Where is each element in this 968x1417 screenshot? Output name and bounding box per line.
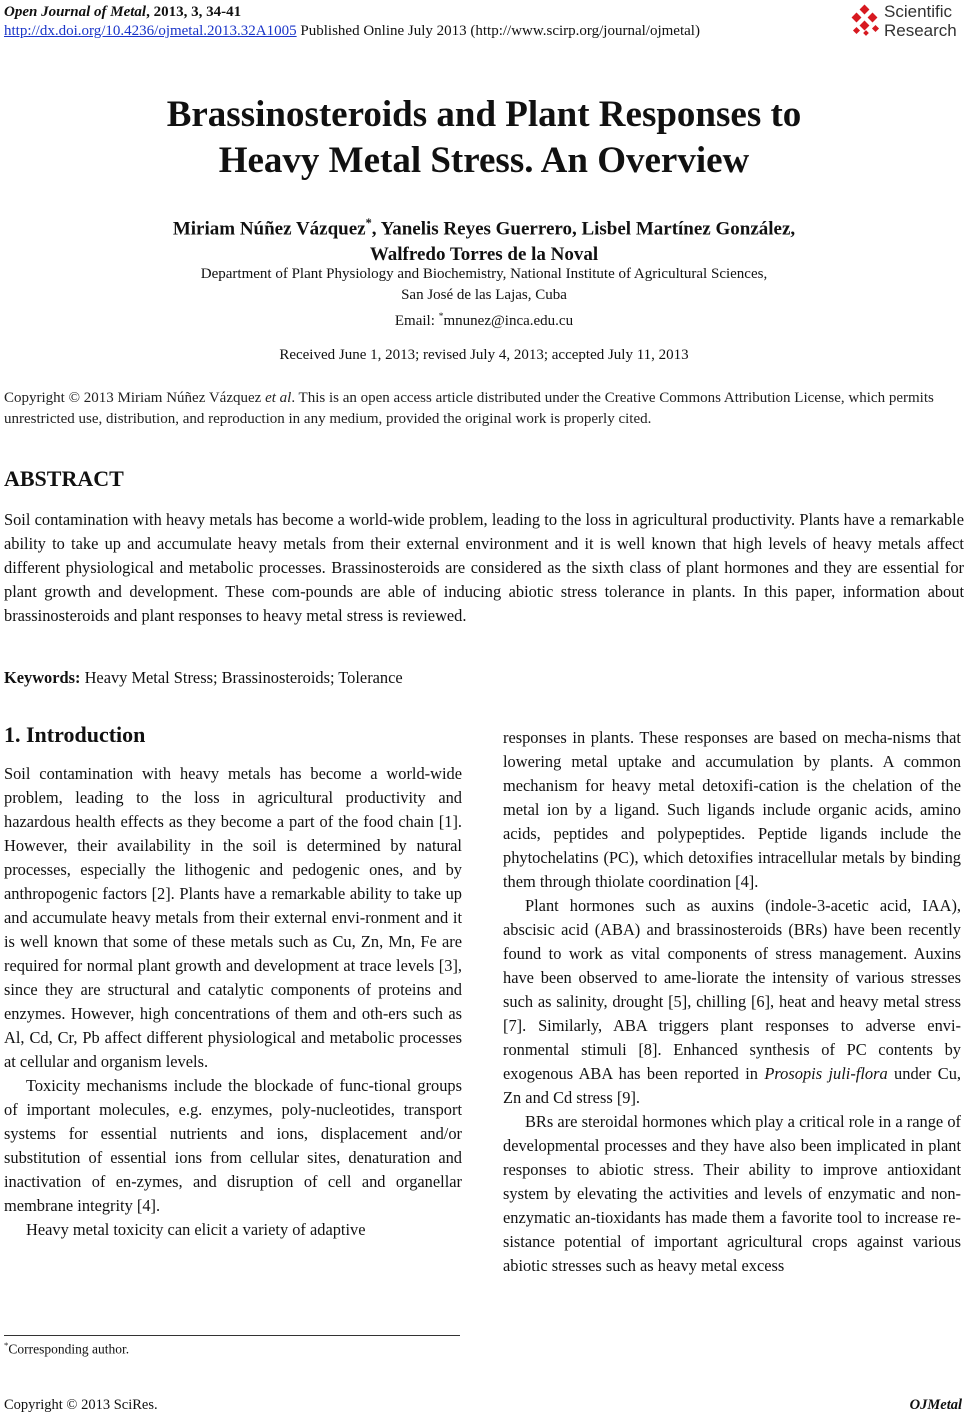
journal-name: Open Journal of Metal <box>4 4 147 20</box>
keywords-label: Keywords: <box>4 668 81 687</box>
volume-info: , 2013, 3, 34-41 <box>146 4 242 20</box>
running-header <box>4 3 700 41</box>
paragraph: responses in plants. These responses are based on mecha-nisms that lowering metal uptake and accumulation by plants. A common mechanism for heavy metal detoxifi-cation is the chelation of the metal ion by a ligand. Such ligands include organic acids, amino acids, peptides and polypeptides. Peptide ligands include the phytochelatins (PC), which detoxifies intracellular metals by binding them through thiolate coordination [4]. <box>503 728 961 891</box>
footnote <box>4 1340 129 1358</box>
footnote-marker: * <box>4 1340 9 1350</box>
keywords-list: Heavy Metal Stress; Brassinosteroids; Tolerance <box>80 668 403 687</box>
paragraph: Toxicity mechanisms include the blockade of func-tional groups of important molecules, e.g. enzymes, poly-nucleotides, transport systems for essential nutrients and ions, displacement and/or substitution of essential ions from cellular sites, denaturation and inactivation of en-zymes, and disruption of cell and organellar membrane integrity [4]. <box>4 1076 462 1215</box>
author-list <box>0 210 968 268</box>
affiliation <box>0 264 968 332</box>
authors-rest: , Yanelis Reyes Guerrero, Lisbel Martínez González, <box>371 218 796 240</box>
right-column <box>503 726 961 1278</box>
title-line-2: Heavy Metal Stress. An Overview <box>218 140 750 181</box>
paper-title <box>0 92 968 184</box>
scientific-research-logo-icon <box>848 4 882 38</box>
footnote-divider <box>4 1335 460 1336</box>
corresponding-marker: * <box>365 216 372 230</box>
publication-info: Published Online July 2013 (http://www.scirp.org/journal/ojmetal) <box>296 23 700 39</box>
journal-citation <box>4 3 700 22</box>
authors-line-2: Walfredo Torres de la Noval <box>369 244 599 266</box>
email-line <box>0 306 968 332</box>
publisher-logo <box>848 2 966 42</box>
abstract-heading: ABSTRACT <box>4 466 124 491</box>
email-marker: * <box>438 311 444 322</box>
email-address[interactable]: mnunez@inca.edu.cu <box>443 313 574 329</box>
paragraph-part: under Cu, Zn and Cd stress [9]. <box>503 1064 961 1107</box>
license-part-2: . This is an open access article distributed under the Creative Commons Attribution License, which permits unrestricted use, distribution, and reproduction in any medium, provided the original work is properly cited. <box>4 390 934 427</box>
logo-text-research: Research <box>884 21 957 40</box>
license-part-1: Copyright © 2013 Miriam Núñez Vázquez <box>4 390 266 406</box>
license-statement <box>4 388 964 430</box>
affiliation-line-1: Department of Plant Physiology and Biochemistry, National Institute of Agricultural Sciences, <box>200 266 768 282</box>
keywords-line <box>4 668 403 688</box>
footnote-text: Corresponding author. <box>8 1341 130 1357</box>
email-label: Email: <box>394 313 439 329</box>
abstract-text: Soil contamination with heavy metals has become a world-wide problem, leading to the loss in agricultural productivity. Plants have a remarkable ability to take up and accumulate heavy metals from their external environment and it is well known that high levels of heavy metals affect different physiological and metabolic processes. Brassinosteroids are considered as the sixth class of plant hormones and they are essential for plant growth and development. These com-pounds are able of inducing abiotic stress tolerance in plants. In this paper, information about brassinosteroids and plant responses to heavy metal stress is reviewed. <box>4 510 964 625</box>
species-name: Prosopis juli-flora <box>764 1064 888 1083</box>
footer-journal-abbrev: OJMetal <box>909 1397 962 1413</box>
license-etal: et al <box>265 390 292 406</box>
author-corresponding: Miriam Núñez Vázquez <box>172 218 366 240</box>
logo-text-scientific: Scientific <box>884 2 953 21</box>
affiliation-line-2: San José de las Lajas, Cuba <box>401 287 567 303</box>
left-column <box>4 762 462 1242</box>
footer-copyright: Copyright © 2013 SciRes. <box>4 1397 158 1413</box>
paragraph <box>503 894 961 1110</box>
paragraph: BRs are steroidal hormones which play a critical role in a range of developmental processes and they have also been implicated in plant responses to abiotic stress. Their ability to improve antioxidant system by elevating the activities and levels of enzymatic and non-enzymatic an-tioxidants has made them a favorite tool to increase re-sistance potential of important agricultural crops against various abiotic stresses such as heavy metal excess <box>503 1112 961 1275</box>
received-dates: Received June 1, 2013; revised July 4, 2013; accepted July 11, 2013 <box>279 347 689 363</box>
doi-link[interactable]: http://dx.doi.org/10.4236/ojmetal.2013.32A1005 <box>4 23 297 39</box>
section-heading-introduction: 1. Introduction <box>4 722 146 747</box>
title-line-1: Brassinosteroids and Plant Responses to <box>166 94 802 135</box>
paragraph: Soil contamination with heavy metals has become a world-wide problem, leading to the loss in agricultural productivity and hazardous health effects as they become a part of the food chain [1]. However, their availability in the soil is determined by natural processes, especially the lithogenic and pedogenic ones, and by anthropogenic factors [2]. Plants have a remarkable ability to take up and accumulate heavy metals from their external envi-ronment and it is well known that some of these metals such as Cu, Zn, Mn, Fe are required for normal plant growth and development at trace levels [3], since they are structural and catalytic components of proteins and enzymes. However, high concentrations of them and oth-ers such as Al, Cd, Cr, Pb affect different physiological and metabolic processes at cellular and organism levels. <box>4 764 462 1071</box>
paragraph: Heavy metal toxicity can elicit a variety of adaptive <box>26 1220 366 1239</box>
paragraph-part: Plant hormones such as auxins (indole-3-acetic acid, IAA), abscisic acid (ABA) and brassinosteroids (BRs) have been recently found to work as vital components of stress management. Auxins have been observed to ame-liorate the intensity of various stresses such as salinity, drought [5], chilling [6], heat and heavy metal stress [7]. Similarly, ABA triggers plant responses to adverse envi-ronmental stimuli [8]. Enhanced synthesis of PC contents by exogenous ABA has been reported in <box>503 896 961 1083</box>
